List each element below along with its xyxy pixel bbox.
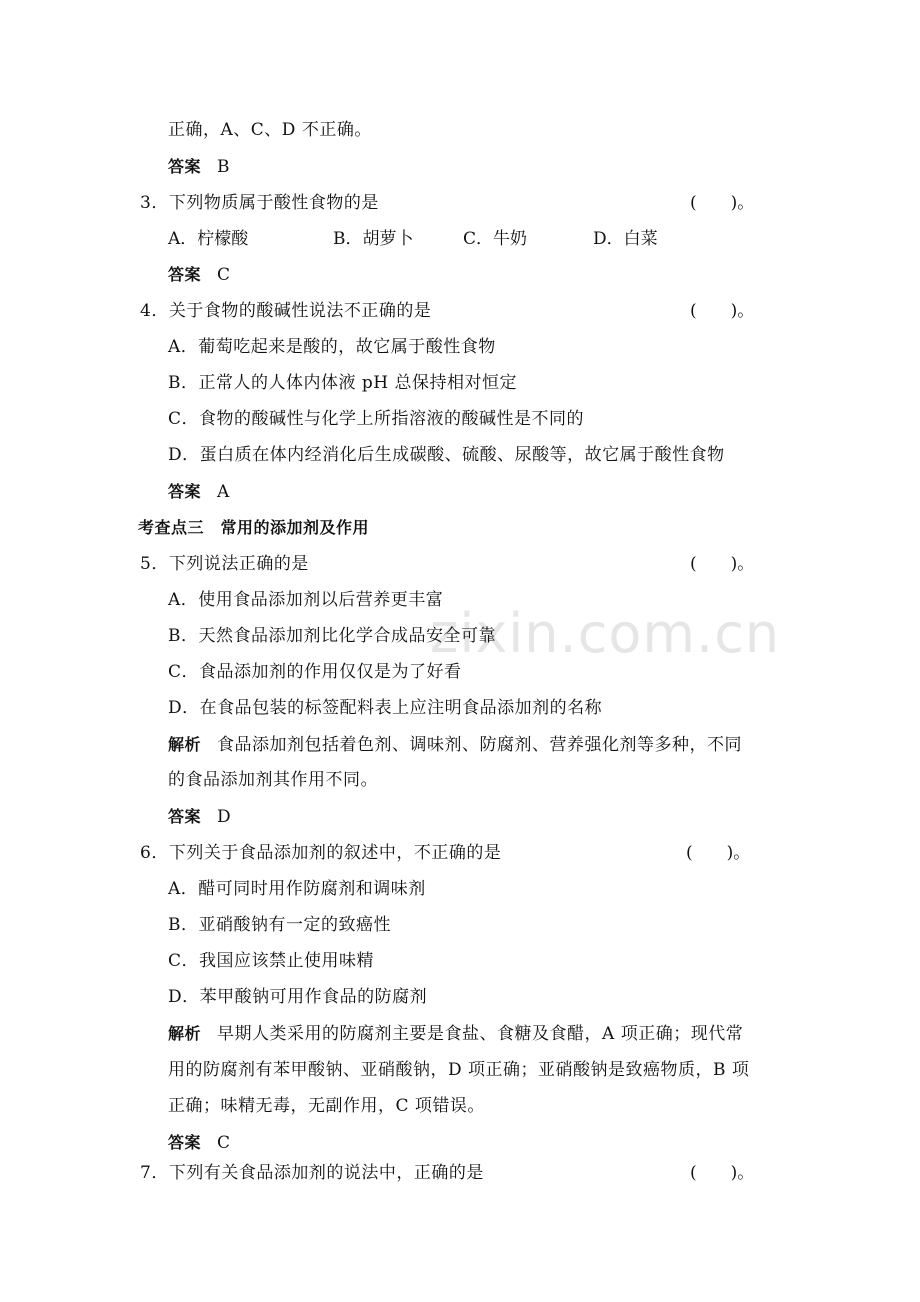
explanation-line: 用的防腐剂有苯甲酸钠、亚硝酸钠，D 项正确；亚硝酸钠是致癌物质，B 项 [168, 1060, 750, 1080]
explanation-text: 早期人类采用的防腐剂主要是食盐、食糖及食醋，A 项正确；现代常 [217, 1024, 744, 1044]
explanation-line: 正确；味精无毒，无副作用，C 项错误。 [168, 1096, 485, 1116]
answer-value: C [217, 1133, 231, 1153]
answer-blank: ( )。 [690, 554, 755, 574]
option-d: D．在食品包装的标签配料表上应注明食品添加剂的名称 [168, 698, 603, 718]
answer-value: A [217, 482, 230, 502]
option-b: B．亚硝酸钠有一定的致癌性 [168, 915, 391, 935]
question-6: 6．下列关于食品添加剂的叙述中，不正确的是 [140, 843, 502, 863]
question-7: 7．下列有关食品添加剂的说法中，正确的是 [140, 1163, 484, 1183]
answer-value: B [217, 157, 231, 177]
answer-label: 答案 [168, 157, 202, 176]
answer-q3 [168, 265, 231, 285]
answer-blank: ( )。 [690, 301, 755, 321]
answer-blank: ( )。 [690, 1163, 755, 1183]
option-a: A．醋可同时用作防腐剂和调味剂 [168, 879, 426, 899]
answer-label: 答案 [168, 265, 202, 284]
question-3: 3．下列物质属于酸性食物的是 [140, 193, 379, 213]
section-heading: 考查点三 常用的添加剂及作用 [138, 518, 370, 537]
answer-value: C [217, 265, 231, 285]
option-b: B．正常人的人体内体液 pH 总保持相对恒定 [168, 373, 518, 393]
option-d: D．蛋白质在体内经消化后生成碳酸、硫酸、尿酸等，故它属于酸性食物 [168, 445, 725, 465]
explanation-text: 食品添加剂包括着色剂、调味剂、防腐剂、营养强化剂等多种，不同 [217, 735, 743, 755]
option-b: B．胡萝卜 [333, 229, 414, 249]
option-c: C．食物的酸碱性与化学上所指溶液的酸碱性是不同的 [168, 409, 585, 429]
explanation-label: 解析 [168, 735, 202, 754]
option-b: B．天然食品添加剂比化学合成品安全可靠 [168, 626, 496, 646]
answer-blank: ( )。 [690, 193, 755, 213]
answer-blank: ( )。 [686, 843, 751, 863]
answer-q2 [168, 157, 230, 177]
answer-q5 [168, 807, 231, 827]
answer-label: 答案 [168, 482, 202, 501]
explanation-label: 解析 [168, 1024, 202, 1043]
explanation-line: 的食品添加剂其作用不同。 [168, 770, 378, 790]
option-d: D．白菜 [593, 229, 658, 249]
option-a: A．葡萄吃起来是酸的，故它属于酸性食物 [168, 337, 496, 357]
option-a: A．使用食品添加剂以后营养更丰富 [168, 590, 444, 610]
answer-q6 [168, 1133, 231, 1153]
answer-label: 答案 [168, 807, 202, 826]
answer-q4 [168, 482, 230, 502]
explanation-q5 [168, 735, 742, 755]
option-a: A．柠檬酸 [168, 229, 249, 249]
answer-value: D [217, 807, 232, 827]
option-d: D．苯甲酸钠可用作食品的防腐剂 [168, 987, 428, 1007]
option-c: C．食品添加剂的作用仅仅是为了好看 [168, 662, 462, 682]
explanation-q6 [168, 1024, 743, 1044]
watermark: zixin.com.cn [430, 602, 781, 665]
explanation-line: 正确，A、C、D 不正确。 [168, 120, 372, 140]
question-4: 4．关于食物的酸碱性说法不正确的是 [140, 301, 432, 321]
question-5: 5．下列说法正确的是 [140, 554, 309, 574]
answer-label: 答案 [168, 1133, 202, 1152]
option-c: C．牛奶 [463, 229, 528, 249]
option-c: C．我国应该禁止使用味精 [168, 951, 375, 971]
